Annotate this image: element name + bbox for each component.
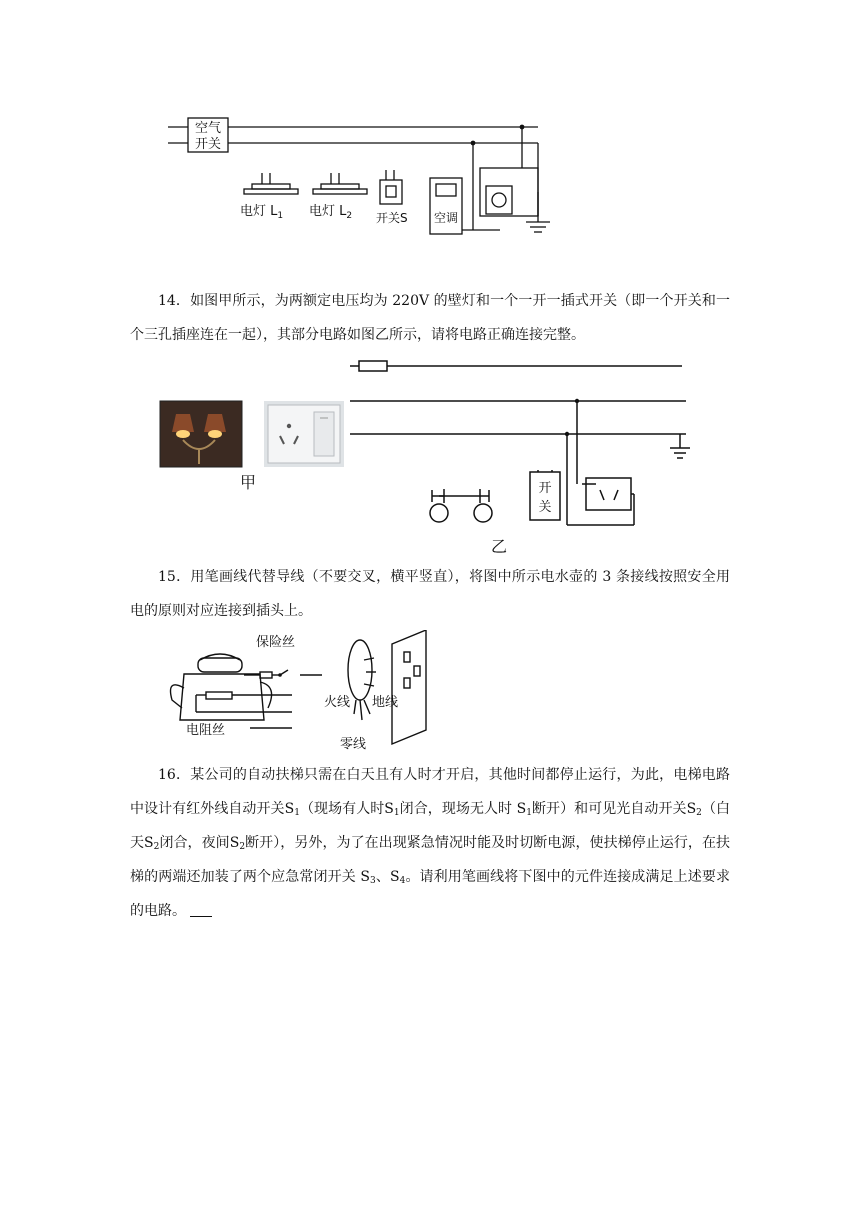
earth-wire-label: 地线 bbox=[372, 695, 399, 710]
switch-s-label: 开关S bbox=[376, 211, 408, 225]
figure-wall-lamp-circuit bbox=[156, 352, 706, 562]
question-16: 16．某公司的自动扶梯只需在白天且有人时才开启，其他时间都停止运行，为此，电梯电路中设计有红外线自动开关$S_1$（现场有人时$S_1$闭合，现场无人时 $S_1$断开）和可见光自动开关$S_2$（白天$S_2$闭合，夜间$S_2$断开），另外，为了在出现紧急情况时能及时切断电源，使扶梯停止运行，在扶梯的两端还加装了两个应急常闭开关 $S_3$、$S_4$。请利用笔画线将下图中的元件连接成满足上述要求的电路。 bbox=[130, 767, 731, 919]
label-yi: 乙 bbox=[490, 537, 508, 556]
lamp1-label: 电灯 $L_1$ bbox=[240, 204, 284, 221]
resistor-label: 电阻丝 bbox=[186, 723, 226, 738]
breaker-label-2: 开关 bbox=[194, 137, 222, 152]
question-15 bbox=[130, 560, 730, 628]
label-jia: 甲 bbox=[239, 473, 257, 492]
question-number: 16． bbox=[158, 767, 191, 783]
ac-label: 空调 bbox=[433, 211, 459, 225]
figure-kettle-plug bbox=[160, 630, 460, 754]
live-wire-label: 火线 bbox=[324, 695, 351, 710]
question-text: 如图甲所示，为两额定电压均为 220V 的壁灯和一个一开一插式开关（即一个开关和一个三孔插座连在一起），其部分电路如图乙所示，请将电路正确连接完整。 bbox=[130, 293, 730, 343]
breaker-label-1: 空气 bbox=[194, 121, 222, 136]
answer-blank bbox=[190, 902, 212, 917]
question-number: 14． bbox=[158, 293, 191, 309]
figure-household-circuit bbox=[160, 110, 560, 240]
question-text: 用笔画线代替导线（不要交叉，横平竖直），将图中所示电水壶的 3 条接线按照安全用电的原则对应连接到插头上。 bbox=[130, 569, 730, 619]
lamp2-label: 电灯 $L_2$ bbox=[309, 204, 353, 221]
switch-box-label-2: 关 bbox=[538, 500, 552, 515]
fuse-label: 保险丝 bbox=[256, 635, 296, 650]
question-number: 15． bbox=[158, 569, 191, 585]
question-14 bbox=[130, 284, 730, 352]
neutral-wire-label: 零线 bbox=[340, 737, 367, 752]
switch-box-label-1: 开 bbox=[538, 481, 552, 496]
